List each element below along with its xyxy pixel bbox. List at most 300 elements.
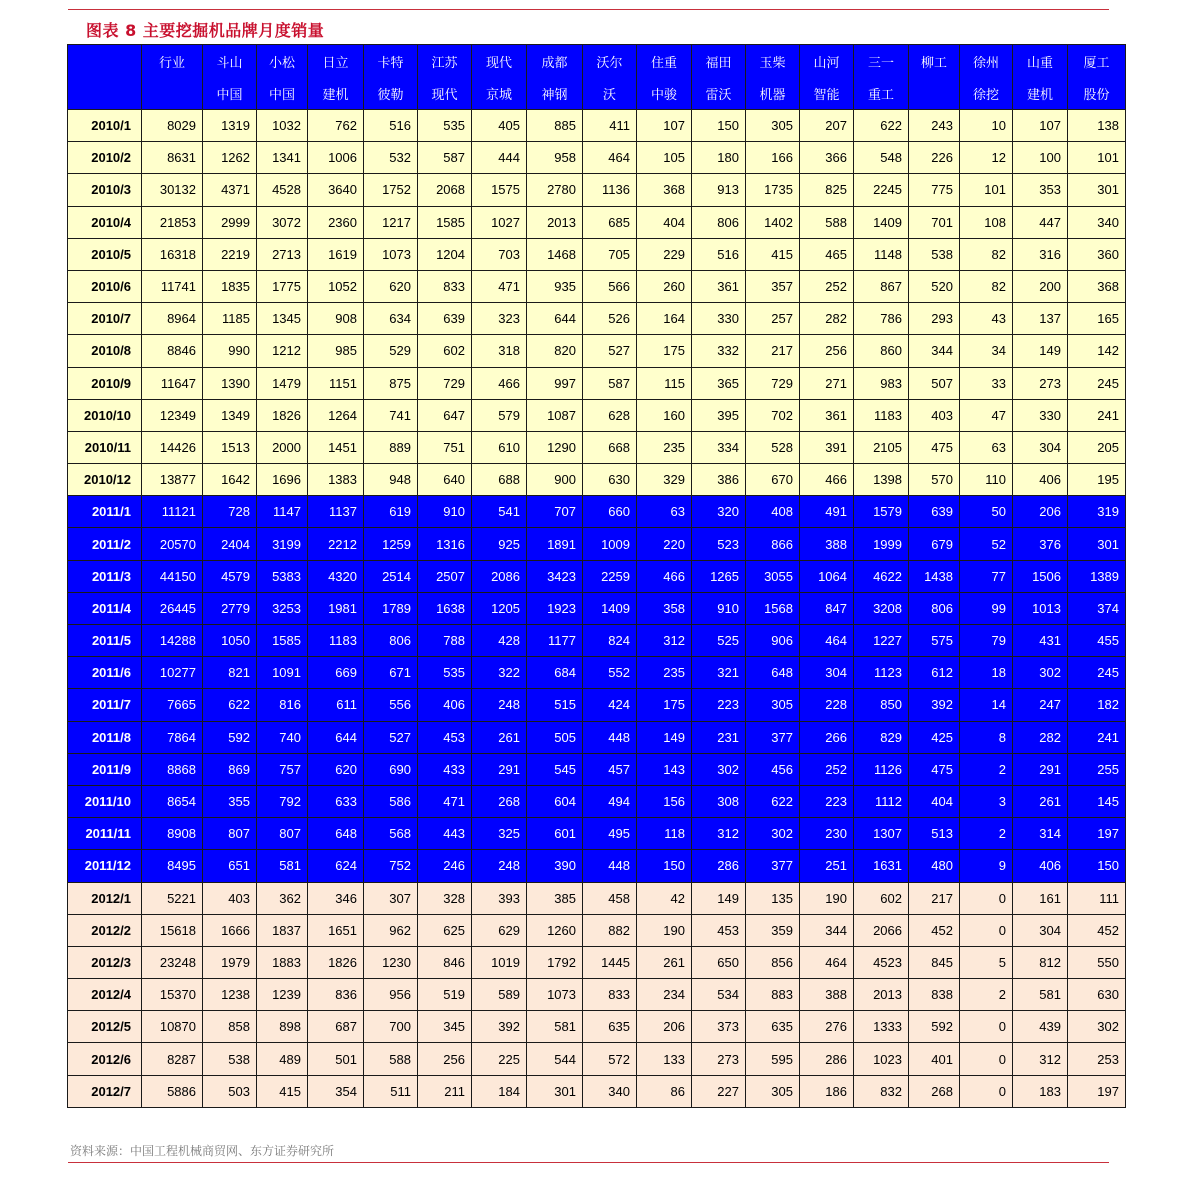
sales-value-cell: 11647 [142,367,203,399]
sales-value-cell: 145 [1068,785,1126,817]
sales-value-cell: 247 [1013,689,1068,721]
sales-value-cell: 602 [854,882,909,914]
sales-value-cell: 273 [692,1043,746,1075]
sales-value-cell: 1735 [746,174,800,206]
sales-value-cell: 824 [583,625,637,657]
sales-value-cell: 207 [800,110,854,142]
sales-value-cell: 456 [746,753,800,785]
sales-value-cell: 825 [800,174,854,206]
sales-value-cell: 630 [1068,979,1126,1011]
sales-value-cell: 707 [527,496,583,528]
sales-value-cell: 43 [960,303,1013,335]
sales-value-cell: 357 [746,270,800,302]
sales-value-cell: 444 [472,142,527,174]
sales-value-cell: 282 [800,303,854,335]
sales-value-cell: 846 [418,946,472,978]
sales-value-cell: 1398 [854,464,909,496]
period-cell: 2010/8 [68,335,142,367]
sales-value-cell: 166 [746,142,800,174]
table-row [68,592,1126,624]
sales-value-cell: 2212 [308,528,364,560]
sales-value-cell: 1837 [257,914,308,946]
sales-value-cell: 105 [637,142,692,174]
sales-value-cell: 18 [960,657,1013,689]
sales-value-cell: 535 [418,657,472,689]
sales-value-cell: 528 [746,431,800,463]
sales-value-cell: 997 [527,367,583,399]
sales-value-cell: 241 [1068,399,1126,431]
sales-value-cell: 620 [364,270,418,302]
sales-value-cell: 0 [960,914,1013,946]
sales-value-cell: 5 [960,946,1013,978]
sales-value-cell: 33 [960,367,1013,399]
sales-value-cell: 2713 [257,238,308,270]
sales-value-cell: 322 [472,657,527,689]
sales-value-cell: 1265 [692,560,746,592]
sales-value-cell: 266 [800,721,854,753]
sales-value-cell: 581 [527,1011,583,1043]
sales-value-cell: 1775 [257,270,308,302]
sales-value-cell: 602 [418,335,472,367]
sales-value-cell: 1205 [472,592,527,624]
sales-value-cell: 227 [692,1075,746,1107]
sales-value-cell: 1123 [854,657,909,689]
sales-value-cell: 464 [583,142,637,174]
sales-value-cell: 211 [418,1075,472,1107]
sales-value-cell: 276 [800,1011,854,1043]
sales-value-cell: 511 [364,1075,418,1107]
sales-value-cell: 448 [583,850,637,882]
sales-value-cell: 5886 [142,1075,203,1107]
sales-value-cell: 328 [418,882,472,914]
sales-value-cell: 291 [472,753,527,785]
sales-value-cell: 186 [800,1075,854,1107]
sales-value-cell: 516 [364,110,418,142]
sales-value-cell: 1050 [203,625,257,657]
sales-value-cell: 374 [1068,592,1126,624]
sales-value-cell: 447 [1013,206,1068,238]
sales-value-cell: 660 [583,496,637,528]
sales-value-cell: 1177 [527,625,583,657]
sales-value-cell: 1148 [854,238,909,270]
table-row [68,1011,1126,1043]
column-header-line1: 现代 [472,45,527,78]
sales-value-cell: 386 [692,464,746,496]
sales-value-cell: 392 [909,689,960,721]
period-cell: 2012/2 [68,914,142,946]
sales-value-cell: 253 [1068,1043,1126,1075]
sales-value-cell: 581 [1013,979,1068,1011]
sales-value-cell: 206 [1013,496,1068,528]
sales-value-cell: 411 [583,110,637,142]
sales-value-cell: 648 [308,818,364,850]
table-body [68,110,1126,1108]
sales-value-cell: 2 [960,818,1013,850]
sales-value-cell: 575 [909,625,960,657]
table-row [68,496,1126,528]
sales-value-cell: 415 [257,1075,308,1107]
table-row [68,785,1126,817]
sales-value-cell: 235 [637,657,692,689]
sales-value-cell: 572 [583,1043,637,1075]
sales-value-cell: 962 [364,914,418,946]
column-header-line2: 智能 [800,77,854,110]
sales-value-cell: 354 [308,1075,364,1107]
sales-value-cell: 1013 [1013,592,1068,624]
sales-value-cell: 3199 [257,528,308,560]
period-cell: 2011/6 [68,657,142,689]
sales-value-cell: 702 [746,399,800,431]
sales-value-cell: 639 [909,496,960,528]
sales-value-cell: 302 [746,818,800,850]
sales-value-cell: 527 [364,721,418,753]
sales-value-cell: 325 [472,818,527,850]
sales-value-cell: 360 [1068,238,1126,270]
sales-value-cell: 832 [854,1075,909,1107]
sales-value-cell: 373 [692,1011,746,1043]
sales-value-cell: 3423 [527,560,583,592]
sales-value-cell: 812 [1013,946,1068,978]
sales-value-cell: 541 [472,496,527,528]
sales-value-cell: 740 [257,721,308,753]
sales-value-cell: 150 [692,110,746,142]
sales-value-cell: 701 [909,206,960,238]
sales-value-cell: 729 [418,367,472,399]
sales-value-cell: 377 [746,850,800,882]
sales-value-cell: 261 [472,721,527,753]
sales-value-cell: 344 [800,914,854,946]
sales-value-cell: 26445 [142,592,203,624]
sales-value-cell: 431 [1013,625,1068,657]
period-cell: 2010/3 [68,174,142,206]
sales-value-cell: 1217 [364,206,418,238]
sales-value-cell: 63 [637,496,692,528]
sales-value-cell: 229 [637,238,692,270]
period-cell: 2011/12 [68,850,142,882]
sales-value-cell: 1112 [854,785,909,817]
table-row [68,431,1126,463]
sales-value-cell: 228 [800,689,854,721]
sales-value-cell: 1316 [418,528,472,560]
sales-value-cell: 589 [472,979,527,1011]
sales-value-cell: 1506 [1013,560,1068,592]
excavator-sales-table [67,44,1126,1108]
sales-value-cell: 4622 [854,560,909,592]
sales-value-cell: 1319 [203,110,257,142]
sales-value-cell: 700 [364,1011,418,1043]
column-header-line2 [909,77,960,110]
sales-value-cell: 806 [909,592,960,624]
sales-value-cell: 3 [960,785,1013,817]
table-row [68,689,1126,721]
sales-value-cell: 388 [800,979,854,1011]
table-row [68,528,1126,560]
sales-value-cell: 1568 [746,592,800,624]
sales-value-cell: 164 [637,303,692,335]
sales-value-cell: 948 [364,464,418,496]
sales-value-cell: 762 [308,110,364,142]
sales-value-cell: 544 [527,1043,583,1075]
sales-value-cell: 552 [583,657,637,689]
sales-value-cell: 197 [1068,1075,1126,1107]
sales-value-cell: 1183 [308,625,364,657]
table-row [68,238,1126,270]
sales-value-cell: 1638 [418,592,472,624]
sales-value-cell: 625 [418,914,472,946]
sales-value-cell: 1290 [527,431,583,463]
sales-value-cell: 532 [364,142,418,174]
sales-value-cell: 2259 [583,560,637,592]
sales-value-cell: 640 [418,464,472,496]
sales-value-cell: 1073 [527,979,583,1011]
sales-value-cell: 7864 [142,721,203,753]
sales-value-cell: 4320 [308,560,364,592]
sales-value-cell: 433 [418,753,472,785]
sales-value-cell: 23248 [142,946,203,978]
sales-value-cell: 1438 [909,560,960,592]
sales-value-cell: 111 [1068,882,1126,914]
sales-value-cell: 217 [909,882,960,914]
sales-value-cell: 110 [960,464,1013,496]
sales-value-cell: 3640 [308,174,364,206]
top-rule [68,9,1109,10]
sales-value-cell: 252 [800,753,854,785]
sales-value-cell: 149 [637,721,692,753]
sales-value-cell: 1260 [527,914,583,946]
sales-value-cell: 729 [746,367,800,399]
sales-value-cell: 404 [637,206,692,238]
sales-value-cell: 669 [308,657,364,689]
sales-value-cell: 225 [472,1043,527,1075]
sales-value-cell: 990 [203,335,257,367]
column-header-line1: 沃尔 [583,45,637,78]
sales-value-cell: 635 [583,1011,637,1043]
sales-value-cell: 601 [527,818,583,850]
sales-value-cell: 838 [909,979,960,1011]
sales-value-cell: 312 [637,625,692,657]
table-row [68,882,1126,914]
sales-value-cell: 494 [583,785,637,817]
column-header-line1: 厦工 [1068,45,1126,78]
sales-value-cell: 439 [1013,1011,1068,1043]
sales-value-cell: 150 [1068,850,1126,882]
sales-value-cell: 108 [960,206,1013,238]
sales-value-cell: 404 [909,785,960,817]
sales-value-cell: 353 [1013,174,1068,206]
column-header-line2: 神钢 [527,77,583,110]
sales-value-cell: 234 [637,979,692,1011]
sales-value-cell: 282 [1013,721,1068,753]
sales-value-cell: 647 [418,399,472,431]
sales-value-cell: 1052 [308,270,364,302]
sales-value-cell: 2 [960,979,1013,1011]
table-header [68,45,1126,110]
sales-value-cell: 1923 [527,592,583,624]
column-header-line2: 彼勒 [364,77,418,110]
sales-value-cell: 268 [909,1075,960,1107]
sales-value-cell: 0 [960,882,1013,914]
sales-value-cell: 1136 [583,174,637,206]
sales-value-cell: 1451 [308,431,364,463]
sales-value-cell: 883 [746,979,800,1011]
sales-value-cell: 4579 [203,560,257,592]
sales-value-cell: 860 [854,335,909,367]
sales-value-cell: 1631 [854,850,909,882]
sales-value-cell: 160 [637,399,692,431]
sales-value-cell: 679 [909,528,960,560]
sales-value-cell: 566 [583,270,637,302]
sales-value-cell: 323 [472,303,527,335]
sales-value-cell: 592 [203,721,257,753]
sales-value-cell: 0 [960,1011,1013,1043]
sales-value-cell: 1826 [257,399,308,431]
period-cell: 2011/7 [68,689,142,721]
sales-value-cell: 321 [692,657,746,689]
sales-value-cell: 495 [583,818,637,850]
table-row [68,464,1126,496]
sales-value-cell: 833 [583,979,637,1011]
sales-value-cell: 415 [746,238,800,270]
sales-value-cell: 453 [692,914,746,946]
sales-value-cell: 1579 [854,496,909,528]
sales-value-cell: 535 [418,110,472,142]
table-row [68,721,1126,753]
sales-value-cell: 180 [692,142,746,174]
sales-value-cell: 1064 [800,560,854,592]
sales-value-cell: 648 [746,657,800,689]
period-cell: 2011/3 [68,560,142,592]
sales-value-cell: 1147 [257,496,308,528]
sales-value-cell: 519 [418,979,472,1011]
sales-value-cell: 302 [692,753,746,785]
sales-value-cell: 806 [364,625,418,657]
sales-value-cell: 850 [854,689,909,721]
sales-value-cell: 8029 [142,110,203,142]
sales-value-cell: 464 [800,625,854,657]
sales-value-cell: 867 [854,270,909,302]
sales-value-cell: 1402 [746,206,800,238]
sales-value-cell: 684 [527,657,583,689]
sales-value-cell: 622 [746,785,800,817]
table-row [68,303,1126,335]
sales-value-cell: 8654 [142,785,203,817]
sales-value-cell: 1239 [257,979,308,1011]
sales-value-cell: 466 [637,560,692,592]
sales-value-cell: 634 [364,303,418,335]
sales-value-cell: 101 [960,174,1013,206]
column-header-line1: 行业 [142,45,203,78]
sales-value-cell: 690 [364,753,418,785]
sales-value-cell: 1073 [364,238,418,270]
sales-value-cell: 885 [527,110,583,142]
sales-value-cell: 650 [692,946,746,978]
sales-value-cell: 1383 [308,464,364,496]
sales-value-cell: 2066 [854,914,909,946]
sales-value-cell: 587 [418,142,472,174]
sales-value-cell: 223 [800,785,854,817]
sales-value-cell: 118 [637,818,692,850]
sales-value-cell: 190 [800,882,854,914]
sales-value-cell: 217 [746,335,800,367]
sales-value-cell: 858 [203,1011,257,1043]
sales-value-cell: 312 [692,818,746,850]
sales-value-cell: 581 [257,850,308,882]
table-row [68,914,1126,946]
sales-value-cell: 501 [308,1043,364,1075]
sales-value-cell: 8908 [142,818,203,850]
sales-value-cell: 786 [854,303,909,335]
sales-value-cell: 223 [692,689,746,721]
sales-value-cell: 20570 [142,528,203,560]
sales-value-cell: 1204 [418,238,472,270]
sales-value-cell: 1409 [854,206,909,238]
sales-value-cell: 50 [960,496,1013,528]
table-row [68,110,1126,142]
sales-value-cell: 44150 [142,560,203,592]
sales-value-cell: 612 [909,657,960,689]
sales-value-cell: 340 [1068,206,1126,238]
sales-value-cell: 137 [1013,303,1068,335]
sales-value-cell: 3072 [257,206,308,238]
sales-value-cell: 1238 [203,979,257,1011]
sales-value-cell: 100 [1013,142,1068,174]
sales-value-cell: 452 [909,914,960,946]
sales-value-cell: 956 [364,979,418,1011]
sales-value-cell: 1585 [257,625,308,657]
header-corner-cell [68,45,142,78]
column-header-line1: 斗山 [203,45,257,78]
sales-value-cell: 622 [203,689,257,721]
period-cell: 2011/2 [68,528,142,560]
sales-value-cell: 47 [960,399,1013,431]
sales-value-cell: 385 [527,882,583,914]
sales-value-cell: 408 [746,496,800,528]
sales-value-cell: 3208 [854,592,909,624]
sales-value-cell: 816 [257,689,308,721]
period-cell: 2011/5 [68,625,142,657]
sales-value-cell: 847 [800,592,854,624]
sales-value-cell: 807 [203,818,257,850]
sales-value-cell: 538 [203,1043,257,1075]
sales-value-cell: 365 [692,367,746,399]
sales-value-cell: 257 [746,303,800,335]
column-header-line2: 重工 [854,77,909,110]
sales-value-cell: 175 [637,689,692,721]
sales-value-cell: 1006 [308,142,364,174]
sales-value-cell: 475 [909,431,960,463]
sales-value-cell: 231 [692,721,746,753]
period-cell: 2012/7 [68,1075,142,1107]
sales-value-cell: 2245 [854,174,909,206]
sales-value-cell: 1341 [257,142,308,174]
sales-value-cell: 620 [308,753,364,785]
sales-value-cell: 340 [583,1075,637,1107]
sales-value-cell: 251 [800,850,854,882]
sales-value-cell: 1027 [472,206,527,238]
sales-value-cell: 30132 [142,174,203,206]
sales-value-cell: 403 [909,399,960,431]
sales-value-cell: 1137 [308,496,364,528]
table-row [68,850,1126,882]
column-header-line2: 雷沃 [692,77,746,110]
sales-value-cell: 8846 [142,335,203,367]
sales-value-cell: 8495 [142,850,203,882]
sales-value-cell: 319 [1068,496,1126,528]
table-row [68,1075,1126,1107]
sales-value-cell: 0 [960,1043,1013,1075]
sales-value-cell: 14288 [142,625,203,657]
sales-value-cell: 11121 [142,496,203,528]
